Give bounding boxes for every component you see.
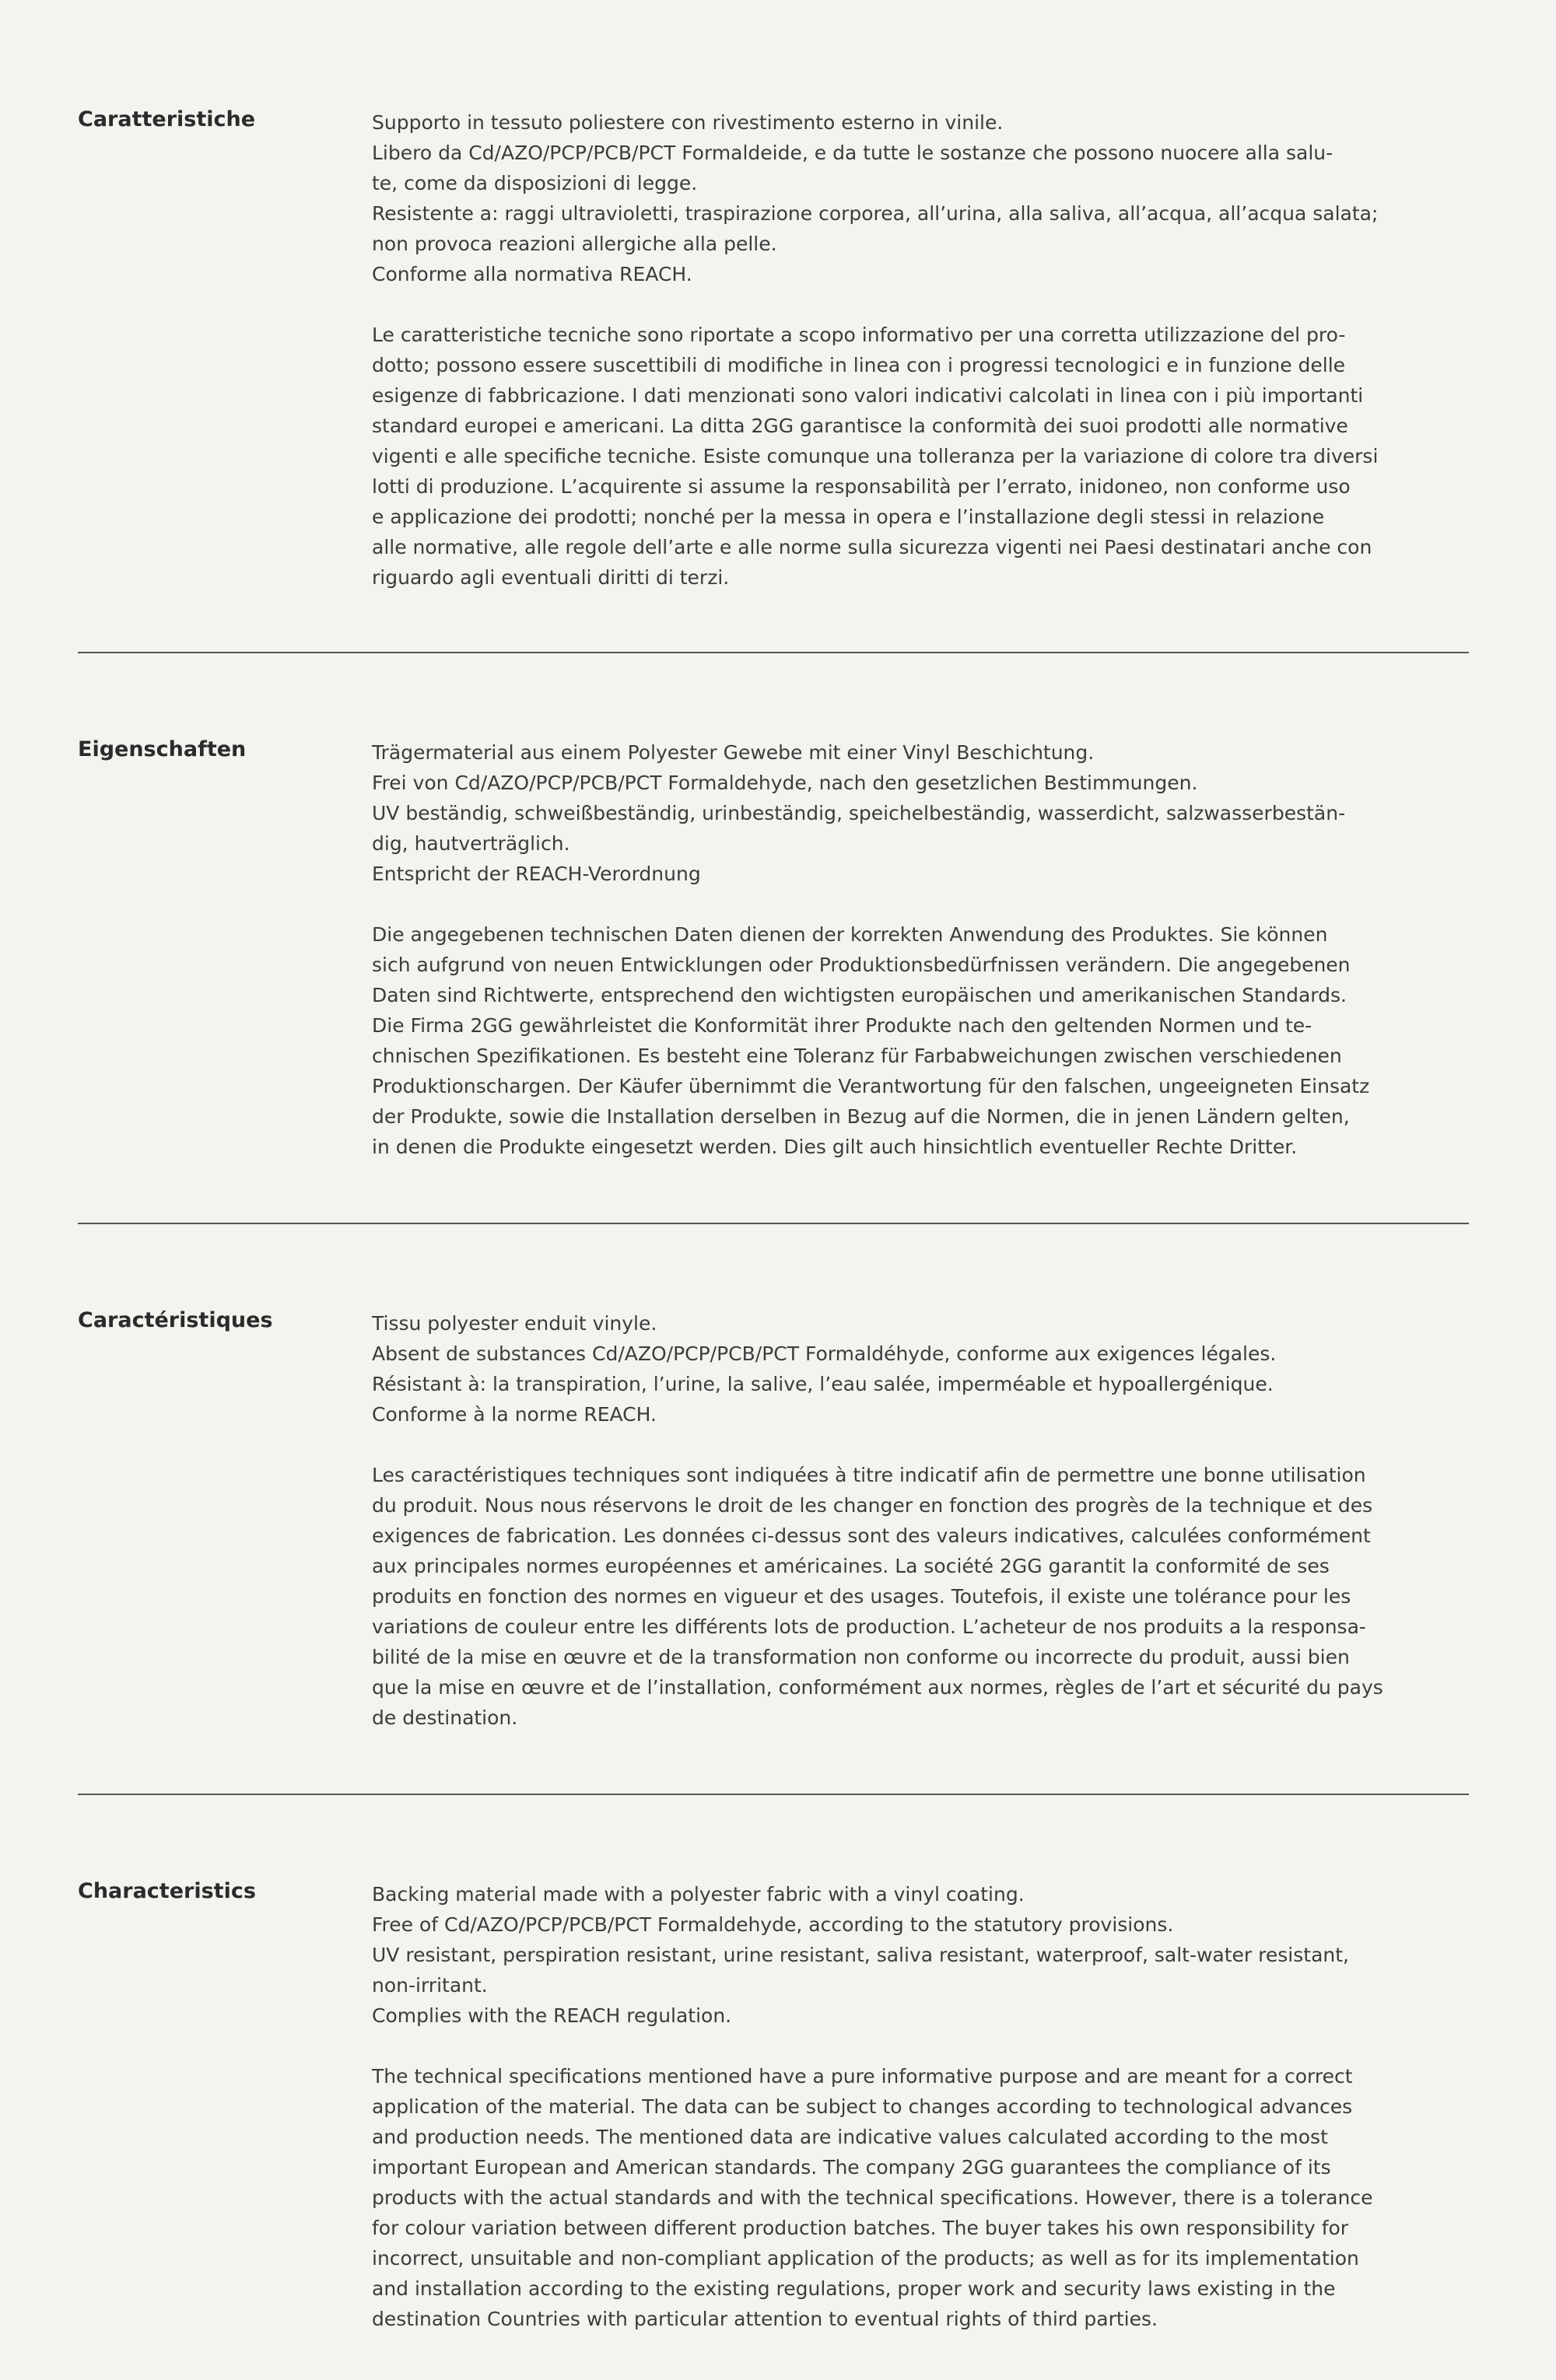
text-line: and production needs. The mentioned data are indicative values calculated according to the most (372, 2126, 1328, 2148)
text-line: vigenti e alle specifiche tecniche. Esiste comunque una tolleranza per la variazione di colore tra diversi (372, 445, 1379, 467)
section-divider (78, 652, 1469, 653)
text-line: Supporto in tessuto poliestere con rivestimento esterno in vinile. (372, 111, 1004, 134)
text-line: dig, hautverträglich. (372, 832, 570, 855)
text-line: Résistant à: la transpiration, l’urine, la salive, l’eau salée, imperméable et hypoallergénique. (372, 1373, 1274, 1395)
section-body (372, 107, 1469, 593)
text-line: Trägermaterial aus einem Polyester Gewebe mit einer Vinyl Beschichtung. (372, 741, 1095, 764)
text-line: for colour variation between different production batches. The buyer takes his own responsibility for (372, 2217, 1349, 2239)
text-line: Conforme alla normativa REACH. (372, 263, 692, 285)
text-line: lotti di produzione. L’acquirente si assume la responsabilità per l’errato, inidoneo, non conforme uso (372, 475, 1351, 498)
text-line: Free of Cd/AZO/PCP/PCB/PCT Formaldehyde, according to the statutory provisions. (372, 1913, 1174, 1936)
text-line: UV resistant, perspiration resistant, urine resistant, saliva resistant, waterproof, salt-water resistant, (372, 1944, 1349, 1966)
text-line: application of the material. The data can be subject to changes according to technological advances (372, 2095, 1353, 2118)
text-line: incorrect, unsuitable and non-compliant application of the products; as well as for its implementation (372, 2247, 1359, 2270)
text-line: Libero da Cd/AZO/PCP/PCB/PCT Formaldeide, e da tutte le sostanze che possono nuocere alla salu- (372, 142, 1333, 164)
text-line: UV beständig, schweißbeständig, urinbeständig, speichelbeständig, wasserdicht, salzwasserbestän- (372, 802, 1346, 824)
text-line: produits en fonction des normes en vigueur et des usages. Toutefois, il existe une tolérance pour les (372, 1585, 1351, 1608)
text-line: Absent de substances Cd/AZO/PCP/PCB/PCT Formaldéhyde, conforme aux exigences légales. (372, 1342, 1277, 1365)
section-divider (78, 1223, 1469, 1224)
text-line: dotto; possono essere suscettibili di modifiche in linea con i progressi tecnologici e in funzione delle (372, 354, 1346, 376)
text-line: non provoca reazioni allergiche alla pelle. (372, 233, 777, 255)
text-line: Die Firma 2GG gewährleistet die Konformität ihrer Produkte nach den geltenden Normen und te- (372, 1014, 1312, 1037)
text-line: products with the actual standards and with the technical specifications. However, there is a tolerance (372, 2186, 1373, 2209)
text-line: in denen die Produkte eingesetzt werden. Dies gilt auch hinsichtlich eventueller Rechte Dritter. (372, 1136, 1298, 1158)
text-line: destination Countries with particular attention to eventual rights of third parties. (372, 2308, 1158, 2330)
text-line: e applicazione dei prodotti; nonché per la messa in opera e l’installazione degli stessi in relazione (372, 506, 1325, 528)
section-divider (78, 1794, 1469, 1795)
text-line: Daten sind Richtwerte, entsprechend den wichtigsten europäischen und amerikanischen Standards. (372, 984, 1347, 1006)
text-line: Entspricht der REACH-Verordnung (372, 863, 701, 885)
text-line: Die angegebenen technischen Daten dienen der korrekten Anwendung des Produktes. Sie können (372, 923, 1328, 946)
text-line: Le caratteristiche tecniche sono riportate a scopo informativo per una corretta utilizzazione del pro- (372, 324, 1346, 346)
section-heading: Eigenschaften (78, 737, 247, 761)
text-line: Backing material made with a polyester fabric with a vinyl coating. (372, 1883, 1025, 1906)
text-line: Tissu polyester enduit vinyle. (372, 1312, 657, 1335)
text-line: bilité de la mise en œuvre et de la transformation non conforme ou incorrecte du produit, aussi bien (372, 1646, 1350, 1668)
section-heading: Characteristics (78, 1879, 256, 1903)
text-line: aux principales normes européennes et américaines. La société 2GG garantit la conformité de ses (372, 1555, 1330, 1577)
section-body (372, 1879, 1469, 2334)
text-line: sich aufgrund von neuen Entwicklungen oder Produktionsbedürfnissen verändern. Die angegebenen (372, 954, 1351, 976)
text-line: te, come da disposizioni di legge. (372, 172, 698, 194)
text-line: standard europei e americani. La ditta 2GG garantisce la conformità dei suoi prodotti alle normative (372, 415, 1348, 437)
text-line: exigences de fabrication. Les données ci-dessus sont des valeurs indicatives, calculées conformément (372, 1524, 1371, 1547)
text-line: variations de couleur entre les différents lots de production. L’acheteur de nos produits a la responsa- (372, 1615, 1366, 1638)
text-line: Frei von Cd/AZO/PCP/PCB/PCT Formaldehyde, nach den gesetzlichen Bestimmungen. (372, 772, 1198, 794)
text-line: important European and American standards. The company 2GG guarantees the compliance of its (372, 2156, 1331, 2179)
text-line: Conforme à la norme REACH. (372, 1403, 657, 1426)
section-heading: Caratteristiche (78, 107, 256, 131)
text-line: riguardo agli eventuali diritti di terzi. (372, 566, 730, 589)
text-line: der Produkte, sowie die Installation derselben in Bezug auf die Normen, die in jenen Ländern gelten, (372, 1105, 1350, 1128)
text-line: Les caractéristiques techniques sont indiquées à titre indicatif afin de permettre une bonne utilisation (372, 1464, 1366, 1486)
text-line: du produit. Nous nous réservons le droit de les changer en fonction des progrès de la technique et des (372, 1494, 1373, 1517)
text-line: chnischen Spezifikationen. Es besteht eine Toleranz für Farbabweichungen zwischen verschiedenen (372, 1045, 1342, 1067)
text-line: The technical specifications mentioned have a pure informative purpose and are meant for a correct (372, 2065, 1353, 2088)
text-line: Resistente a: raggi ultravioletti, traspirazione corporea, all’urina, alla saliva, all’acqua, all’acqua salata; (372, 202, 1379, 225)
section-heading: Caractéristiques (78, 1308, 273, 1332)
text-line: de destination. (372, 1706, 518, 1729)
text-line: Complies with the REACH regulation. (372, 2004, 732, 2027)
section-body (372, 737, 1469, 1162)
text-line: alle normative, alle regole dell’arte e alle norme sulla sicurezza vigenti nei Paesi destinatari anche con (372, 536, 1372, 558)
text-line: que la mise en œuvre et de l’installation, conformément aux normes, règles de l’art et sécurité du pays (372, 1676, 1383, 1699)
text-line: Produktionschargen. Der Käufer übernimmt die Verantwortung für den falschen, ungeeigneten Einsatz (372, 1075, 1370, 1097)
text-line: esigenze di fabbricazione. I dati menzionati sono valori indicativi calcolati in linea con i più importanti (372, 384, 1364, 407)
section-body (372, 1308, 1469, 1733)
text-line: and installation according to the existing regulations, proper work and security laws existing in the (372, 2277, 1336, 2300)
text-line: non-irritant. (372, 1974, 488, 1997)
